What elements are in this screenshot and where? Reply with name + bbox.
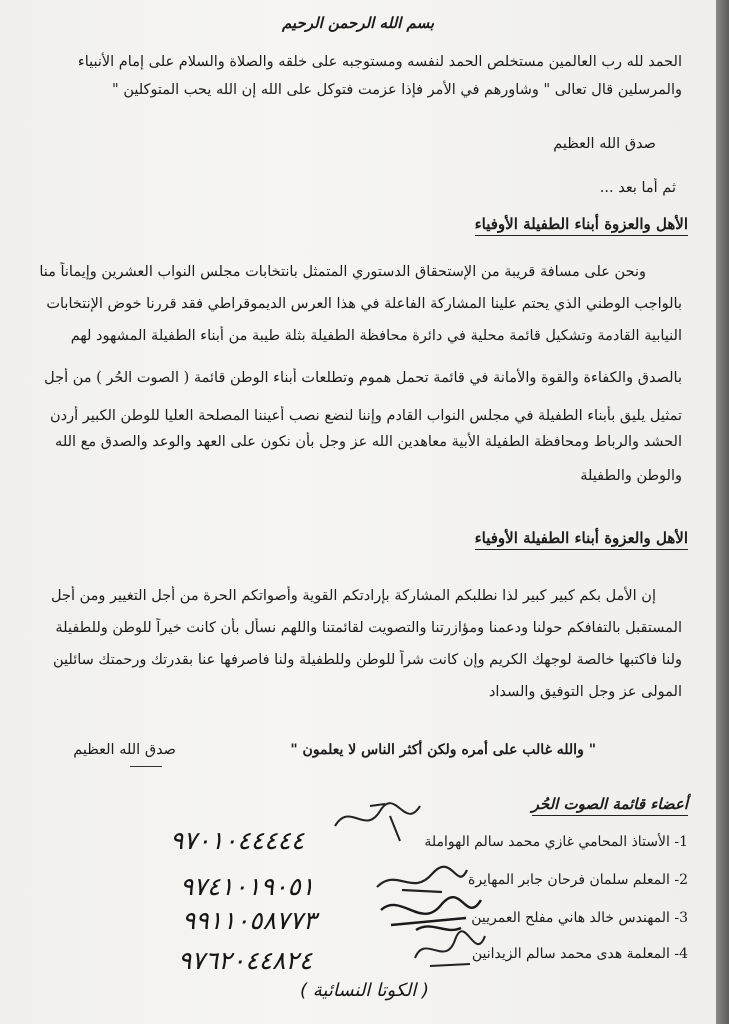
page-edge-shadow	[716, 0, 729, 1024]
para-2-line-1: إن الأمل بكم كبير كبير لذا نطلبكم المشاركة بإرادتكم القوية وأصواتكم الحرة من أجل التغيير ومن أجل	[51, 588, 656, 604]
basmala: بسم الله الرحمن الرحيم	[281, 14, 435, 32]
member-3-label: 3- المهندس خالد هاني مفلح العمريين	[471, 910, 688, 926]
underline-mark	[130, 766, 162, 767]
heading-1: الأهل والعزوة أبناء الطفيلة الأوفياء	[475, 214, 688, 236]
para-2-line-4: المولى عز وجل التوفيق والسداد	[488, 684, 682, 700]
member-3-phone: ٩٩١١٠٥٨٧٧٣	[182, 906, 317, 935]
intro-line-1: الحمد لله رب العالمين مستخلص الحمد لنفسه ومستوجبه على خلقه والصلاة والسلام على إمام الأنبياء	[77, 54, 682, 70]
para-2-line-2: المستقبل بالتفافكم حولنا ودعمنا ومؤازرتنا والتصويت لقائمتنا واللهم نسأل بأن كانت خيراً للوطن وللطفيلة	[55, 620, 682, 636]
members-heading: أعضاء قائمة الصوت الحُر	[532, 794, 688, 816]
member-2-label: 2- المعلم سلمان فرحان جابر المهايرة	[468, 872, 688, 888]
handwritten-note: ( الكوتا النسائية )	[300, 980, 429, 1001]
para-1-line-1: ونحن على مسافة قريبة من الإستحقاق الدستوري المتمثل بانتخابات مجلس النواب العشرين وإيماناً منا	[39, 264, 646, 280]
closing-sadaq: صدق الله العظيم	[73, 742, 176, 758]
signature-4	[410, 928, 490, 973]
member-2-phone: ٩٧٤١٠١٩٠٥١	[180, 872, 315, 901]
member-1-label: 1- الأستاذ المحامي غازي محمد سالم الهواملة	[424, 834, 688, 850]
member-1-phone: ٩٧٠١٠٤٤٤٤٤	[170, 826, 305, 855]
member-4-label: 4- المعلمة هدى محمد سالم الزيدانين	[471, 946, 688, 962]
para-1-line-5: تمثيل يليق بأبناء الطفيلة في مجلس النواب القادم وإننا لنضع نصب أعيننا المصلحة العليا للوطن الكبير أردن	[49, 408, 682, 424]
para-1-line-6: الحشد والرباط ومحافظة الطفيلة الأبية معاهدين الله عز وجل بأن نكون على العهد والوعد والصدق مع الله	[55, 434, 682, 450]
para-1-line-4: بالصدق والكفاءة والقوة والأمانة في قائمة تحمل هموم وتطلعات أبناء الوطن قائمة ( الصوت الحُر ) من أجل	[44, 370, 682, 386]
member-4-phone: ٩٧٦٢٠٤٤٨٢٤	[178, 946, 313, 975]
para-1-line-3: النيابية القادمة وتشكيل قائمة محلية في دائرة محافظة الطفيلة بثلة طيبة من أبناء الطفيلة المشهود لهم	[70, 328, 682, 344]
closing-quote: " والله غالب على أمره ولكن أكثر الناس لا يعلمون "	[290, 742, 596, 758]
thumma-line: ثم أما بعد ...	[599, 180, 676, 196]
para-2-line-3: ولنا فاكتبها خالصة لوجهك الكريم وإن كانت شراً للوطن وللطفيلة ولنا فاصرفها عنا بقدرتك ورحمتك سائلين	[52, 652, 682, 668]
signature-1	[330, 796, 440, 846]
intro-line-2: والمرسلين قال تعالى " وشاورهم في الأمر فإذا عزمت فتوكل على الله إن الله يحب المتوكلين "	[112, 82, 682, 98]
para-1-line-2: بالواجب الوطني الذي يحتم علينا المشاركة الفاعلة في هذا العرس الديموقراطي فقد قررنا خوض الإنتخابات	[46, 296, 682, 312]
para-1-line-7: والوطن والطفيلة	[580, 468, 682, 484]
heading-2: الأهل والعزوة أبناء الطفيلة الأوفياء	[475, 528, 688, 550]
sadaq-line: صدق الله العظيم	[553, 136, 656, 152]
